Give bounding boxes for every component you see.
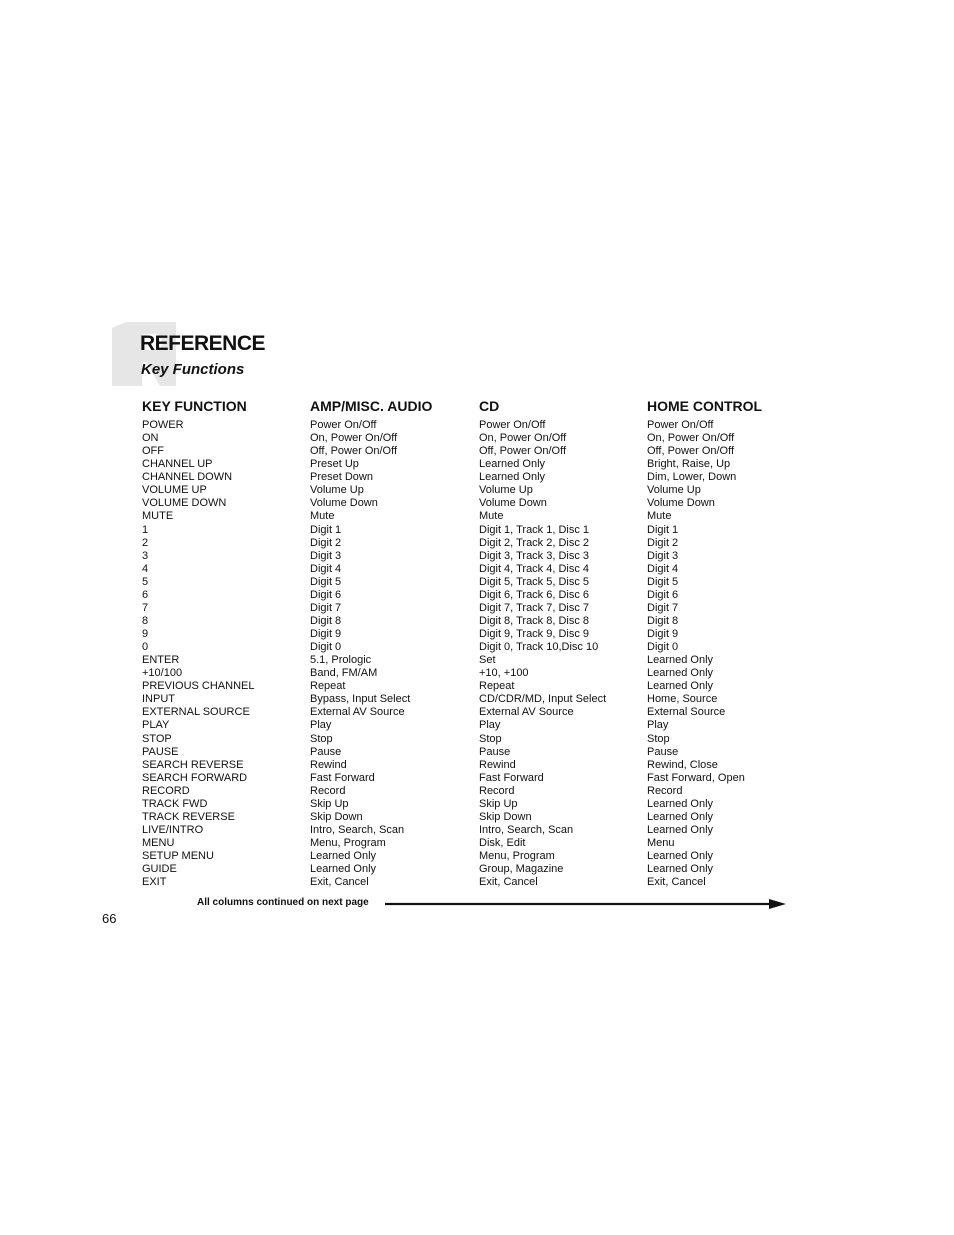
amp-misc-audio-cell: Digit 6	[310, 588, 342, 601]
cd-cell: Exit, Cancel	[479, 876, 538, 889]
key-function-cell: 7	[142, 601, 149, 614]
home-control-cell: Digit 8	[647, 614, 679, 627]
home-control-cell: Learned Only	[647, 680, 714, 693]
cd-cell: Record	[479, 784, 515, 797]
key-function-cell: PREVIOUS CHANNEL	[142, 680, 255, 693]
amp-misc-audio-cell: Preset Up	[310, 458, 359, 471]
amp-misc-audio-cell: Menu, Program	[310, 837, 386, 849]
amp-misc-audio-cell: Off, Power On/Off	[310, 445, 398, 458]
home-control-cell: Rewind, Close	[647, 758, 718, 771]
amp-misc-audio-cell: Digit 3	[310, 549, 342, 562]
home-control-cell: Digit 2	[647, 536, 679, 549]
cd-cell: Digit 7, Track 7, Disc 7	[479, 601, 590, 614]
key-function-cell: PLAY	[142, 719, 170, 732]
key-function-cell: MENU	[142, 837, 175, 849]
section-subtitle: Key Functions	[141, 361, 245, 378]
cd-cell: Digit 3, Track 3, Disc 3	[479, 549, 590, 562]
home-control-cell: Digit 5	[647, 575, 679, 588]
key-function-cell: 8	[142, 614, 149, 627]
amp-misc-audio-cell: Repeat	[310, 680, 346, 693]
home-control-cell: Dim, Lower, Down	[647, 471, 737, 484]
amp-misc-audio-cell: 5.1, Prologic	[310, 654, 372, 667]
home-control-cell: External Source	[647, 706, 726, 719]
amp-misc-audio-cell: External AV Source	[310, 706, 405, 719]
amp-misc-audio-cell: Skip Up	[310, 797, 349, 810]
amp-misc-audio-cell: Mute	[310, 510, 335, 523]
amp-misc-audio-cell: Digit 4	[310, 562, 342, 575]
cd-cell: Off, Power On/Off	[479, 445, 567, 458]
home-control-cell: Record	[647, 784, 683, 797]
key-function-cell: TRACK FWD	[142, 797, 208, 810]
key-function-cell: VOLUME DOWN	[142, 497, 227, 510]
home-control-cell: Home, Source	[647, 693, 718, 706]
cd-cell: Fast Forward	[479, 771, 544, 784]
key-function-cell: INPUT	[142, 693, 175, 706]
cd-cell: On, Power On/Off	[479, 432, 567, 445]
key-function-cell: SEARCH REVERSE	[142, 758, 244, 771]
page-number: 66	[102, 911, 117, 926]
amp-misc-audio-cell: Volume Up	[310, 484, 364, 497]
cd-cell: CD/CDR/MD, Input Select	[479, 693, 607, 706]
cd-cell: Volume Up	[479, 484, 533, 497]
key-function-cell: ON	[142, 432, 159, 445]
home-control-cell: On, Power On/Off	[647, 432, 735, 445]
amp-misc-audio-cell: Learned Only	[310, 850, 377, 863]
key-function-cell: 0	[142, 641, 149, 654]
page-title: REFERENCE	[140, 332, 266, 355]
amp-misc-audio-cell: Digit 1	[310, 523, 342, 536]
key-function-cell: EXIT	[142, 876, 167, 889]
key-function-cell: CHANNEL DOWN	[142, 471, 233, 484]
home-control-cell: Menu	[647, 837, 675, 849]
cd-cell: Repeat	[479, 680, 515, 693]
home-control-cell: Digit 3	[647, 549, 679, 562]
home-control-cell: Learned Only	[647, 797, 714, 810]
amp-misc-audio-cell: Preset Down	[310, 471, 373, 484]
key-function-cell: VOLUME UP	[142, 484, 207, 497]
key-function-cell: STOP	[142, 732, 172, 745]
cd-cell: Digit 9, Track 9, Disc 9	[479, 628, 590, 640]
cd-cell: Play	[479, 719, 501, 732]
key-function-cell: MUTE	[142, 510, 174, 523]
amp-misc-audio-cell: Digit 2	[310, 536, 342, 549]
column-heading-amp-misc-audio: AMP/MISC. AUDIO	[310, 398, 433, 414]
home-control-cell: Digit 0	[647, 641, 679, 654]
amp-misc-audio-cell: Exit, Cancel	[310, 876, 369, 889]
cd-cell: Digit 0, Track 10,Disc 10	[479, 641, 599, 654]
key-function-cell: 9	[142, 628, 149, 640]
home-control-cell: Digit 7	[647, 601, 679, 614]
home-control-cell: Learned Only	[647, 863, 714, 876]
key-function-cell: POWER	[142, 419, 184, 431]
amp-misc-audio-cell: Digit 5	[310, 575, 342, 588]
column-key-function	[142, 419, 254, 889]
cd-cell: Skip Down	[479, 810, 532, 823]
cd-cell: Pause	[479, 745, 511, 758]
home-control-cell: Digit 6	[647, 588, 679, 601]
home-control-cell: Bright, Raise, Up	[647, 458, 731, 471]
cd-cell: Digit 5, Track 5, Disc 5	[479, 575, 590, 588]
home-control-cell: Stop	[647, 732, 670, 745]
home-control-cell: Pause	[647, 745, 679, 758]
home-control-cell: Learned Only	[647, 654, 714, 667]
amp-misc-audio-cell: Pause	[310, 745, 342, 758]
cd-cell: Group, Magazine	[479, 863, 564, 876]
key-function-cell: 4	[142, 562, 149, 575]
home-control-cell: Digit 4	[647, 562, 679, 575]
home-control-cell: Exit, Cancel	[647, 876, 706, 889]
amp-misc-audio-cell: Fast Forward	[310, 771, 375, 784]
amp-misc-audio-cell: Play	[310, 719, 332, 732]
key-function-cell: 5	[142, 575, 149, 588]
amp-misc-audio-cell: Intro, Search, Scan	[310, 823, 405, 836]
amp-misc-audio-cell: Record	[310, 784, 346, 797]
amp-misc-audio-cell: Rewind	[310, 758, 347, 771]
right-arrow-icon	[385, 898, 787, 910]
column-heading-home-control: HOME CONTROL	[647, 398, 763, 414]
column-home-control	[647, 419, 745, 889]
home-control-cell: Learned Only	[647, 667, 714, 680]
cd-cell: External AV Source	[479, 706, 574, 719]
cd-cell: +10, +100	[479, 667, 529, 680]
home-control-cell: Learned Only	[647, 823, 714, 836]
cd-cell: Stop	[479, 732, 502, 745]
cd-cell: Power On/Off	[479, 419, 546, 431]
amp-misc-audio-cell: On, Power On/Off	[310, 432, 398, 445]
cd-cell: Digit 8, Track 8, Disc 8	[479, 614, 590, 627]
key-function-cell: 3	[142, 549, 149, 562]
home-control-cell: Power On/Off	[647, 419, 714, 431]
column-heading-key-function: KEY FUNCTION	[142, 398, 247, 414]
key-function-cell: +10/100	[142, 667, 183, 680]
home-control-cell: Fast Forward, Open	[647, 771, 745, 784]
key-function-cell: 1	[142, 523, 149, 536]
cd-cell: Learned Only	[479, 471, 546, 484]
cd-cell: Skip Up	[479, 797, 518, 810]
key-function-cell: TRACK REVERSE	[142, 810, 235, 823]
cd-cell: Intro, Search, Scan	[479, 823, 574, 836]
key-function-cell: EXTERNAL SOURCE	[142, 706, 250, 719]
amp-misc-audio-cell: Learned Only	[310, 863, 377, 876]
amp-misc-audio-cell: Digit 9	[310, 628, 342, 640]
key-function-cell: RECORD	[142, 784, 190, 797]
key-function-cell: SEARCH FORWARD	[142, 771, 248, 784]
home-control-cell: Volume Down	[647, 497, 715, 510]
amp-misc-audio-cell: Band, FM/AM	[310, 667, 378, 680]
key-function-cell: OFF	[142, 445, 164, 458]
key-function-cell: GUIDE	[142, 863, 177, 876]
home-control-cell: Play	[647, 719, 669, 732]
column-heading-cd: CD	[479, 398, 500, 414]
cd-cell: Menu, Program	[479, 850, 555, 863]
cd-cell: Digit 1, Track 1, Disc 1	[479, 523, 590, 536]
amp-misc-audio-cell: Stop	[310, 732, 333, 745]
amp-misc-audio-cell: Digit 8	[310, 614, 342, 627]
key-function-cell: LIVE/INTRO	[142, 823, 204, 836]
cd-cell: Digit 2, Track 2, Disc 2	[479, 536, 590, 549]
home-control-cell: Learned Only	[647, 850, 714, 863]
column-amp-misc-audio	[310, 419, 410, 889]
amp-misc-audio-cell: Skip Down	[310, 810, 363, 823]
column-cd	[479, 419, 606, 889]
key-function-cell: 6	[142, 588, 149, 601]
key-function-cell: PAUSE	[142, 745, 179, 758]
amp-misc-audio-cell: Digit 7	[310, 601, 342, 614]
home-control-cell: Off, Power On/Off	[647, 445, 735, 458]
cd-cell: Digit 6, Track 6, Disc 6	[479, 588, 590, 601]
cd-cell: Volume Down	[479, 497, 547, 510]
cd-cell: Rewind	[479, 758, 516, 771]
amp-misc-audio-cell: Power On/Off	[310, 419, 377, 431]
home-control-cell: Mute	[647, 510, 672, 523]
key-function-cell: CHANNEL UP	[142, 458, 213, 471]
continued-note: All columns continued on next page	[197, 897, 369, 908]
amp-misc-audio-cell: Volume Down	[310, 497, 378, 510]
home-control-cell: Learned Only	[647, 810, 714, 823]
home-control-cell: Digit 1	[647, 523, 679, 536]
key-function-cell: 2	[142, 536, 149, 549]
key-function-cell: SETUP MENU	[142, 850, 214, 863]
amp-misc-audio-cell: Digit 0	[310, 641, 342, 654]
cd-cell: Set	[479, 654, 496, 667]
cd-cell: Mute	[479, 510, 504, 523]
home-control-cell: Volume Up	[647, 484, 701, 497]
home-control-cell: Digit 9	[647, 628, 679, 640]
cd-cell: Digit 4, Track 4, Disc 4	[479, 562, 590, 575]
key-function-cell: ENTER	[142, 654, 180, 667]
amp-misc-audio-cell: Bypass, Input Select	[310, 693, 411, 706]
cd-cell: Disk, Edit	[479, 837, 526, 849]
cd-cell: Learned Only	[479, 458, 546, 471]
